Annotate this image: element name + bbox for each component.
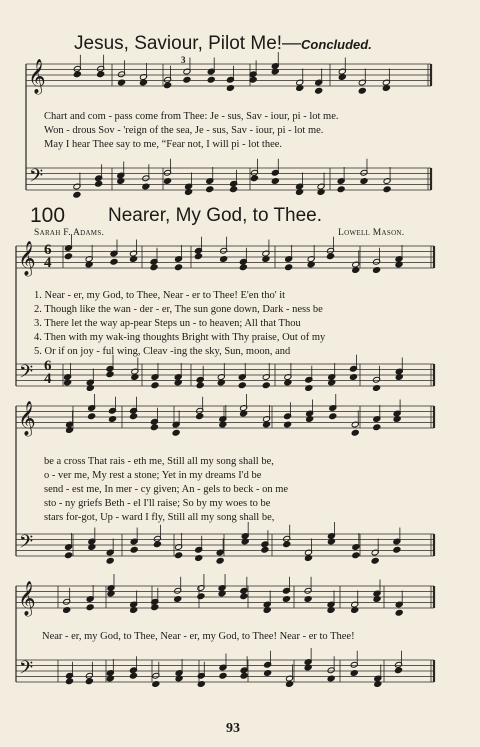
note-head [172,429,180,436]
top-lyric-line-1: Chart and com - pass come from Thee: Je - sus, Sav - iour, pi - lot me. [44,111,339,122]
note-head [150,424,158,431]
note-head [240,672,248,679]
note-head [194,253,202,260]
bass-staff-1 [26,168,431,190]
time-bottom: 4 [44,255,52,271]
bass-clef-icon: 𝄢 [19,657,34,682]
note-head [197,593,205,600]
note-head [150,264,158,271]
treble-clef-icon: 𝄞 [18,582,36,615]
note-head [216,557,224,564]
note-head [219,672,227,679]
note-head [151,382,159,389]
note-head [130,546,138,553]
note-head [164,82,172,89]
note-head [262,382,270,389]
note-head [285,264,293,271]
note-head [73,71,81,78]
top-lyric-line-2: Won - drous Sov - 'reign of the sea, Je - sus, Sav - iour, pi - lot me. [44,125,324,136]
treble-clef-icon: 𝄞 [28,60,46,93]
verse-line-6: be a cross That rais - eth me, Still all my song shall be, [44,456,274,467]
verse-line-1: 1. Near - er, my God, to Thee, Near - er to Thee! E'en tho' it [34,290,286,301]
note-head [240,593,248,600]
title-dash: — [282,33,302,54]
bass-clef-icon: 𝄢 [19,361,34,386]
note-head [183,76,191,83]
note-head [358,87,366,94]
top-lyric-line-3: May I hear Thee say to me, “Fear not, I will pi - lot thee. [44,139,283,150]
note-head [175,264,183,271]
concluded-label: Concluded. [301,37,372,52]
note-head [153,541,161,548]
note-head [129,672,137,679]
hymn-title: Nearer, My God, to Thee. [108,205,323,226]
note-head [239,264,247,271]
note-head [97,71,105,78]
bass-clef-icon: 𝄢 [19,531,34,556]
note-head [351,429,359,436]
note-head [383,186,391,193]
bass-clef-icon: 𝄢 [29,165,44,190]
time-signature-treble [44,244,52,270]
note-head [73,191,81,198]
verse-line-4: 4. Then with my wak-ing thoughts Bright with Thy praise, Out of my [34,332,326,343]
note-head [393,546,401,553]
bass-staff-4 [16,660,434,682]
top-hymn-title-line [74,33,372,55]
note-head [395,609,403,616]
note-head [327,253,335,260]
treble-clef-icon: 𝄞 [18,242,36,275]
time-top: 6 [44,242,52,258]
note-head [130,413,138,420]
note-head [352,552,360,559]
note-head [261,546,269,553]
note-head [196,382,204,389]
time-top-bass: 6 [44,358,52,374]
note-head [329,413,337,420]
hymn-composer: Lowell Mason. [338,228,405,238]
note-head [106,557,114,564]
note-head [206,186,214,193]
hymn-number: 100 [30,204,66,227]
note-head [373,424,381,431]
verse-line-5: 5. Or if on joy - ful wing, Cleav -ing the sky, Sun, moon, and [34,346,291,357]
note-head [371,557,379,564]
note-head [95,180,103,187]
time-signature-bass [44,360,52,386]
hymn-author: Sarah F. Adams. [34,228,105,238]
verse-line-9: sto - ny griefs Beth - el I'll raise; So by my woes to be [44,498,271,509]
note-head [207,76,215,83]
verse-line-10: stars for-got, Up - ward I fly, Still all my song shall be, [44,512,275,523]
note-head [196,413,204,420]
note-head [64,253,72,260]
note-head [86,604,94,611]
note-head [85,678,93,685]
treble-clef-icon: 𝄞 [18,402,36,435]
note-head [65,552,73,559]
note-head [106,371,114,378]
top-hymn-title: Jesus, Saviour, Pilot Me! [74,33,283,54]
note-head [230,186,238,193]
note-head [394,667,402,674]
note-head [283,541,291,548]
refrain-line: Near - er, my God, to Thee, Near - er, my God, to Thee! Near - er to Thee! [42,631,355,642]
note-head [238,382,246,389]
verse-line-7: o - ver me, My rest a stone; Yet in my dreams I'd be [44,470,262,481]
verse-line-3: 3. There let the way ap-pear Steps un - to heaven; All that Thou [34,318,301,329]
note-head [65,678,73,685]
note-head [315,87,323,94]
time-bottom-bass: 4 [44,371,52,387]
note-head [250,175,258,182]
note-head [88,413,96,420]
verse-line-2: 2. Though like the wan - der - er, The sun gone down, Dark - ness be [34,304,323,315]
note-head [110,258,118,265]
note-head [175,552,183,559]
note-head [337,186,345,193]
verse-line-8: send - est me, In mer - cy given; An - gels to beck - on me [44,484,289,495]
page-number: 93 [226,721,240,736]
measure-mark: 3 [181,55,186,65]
